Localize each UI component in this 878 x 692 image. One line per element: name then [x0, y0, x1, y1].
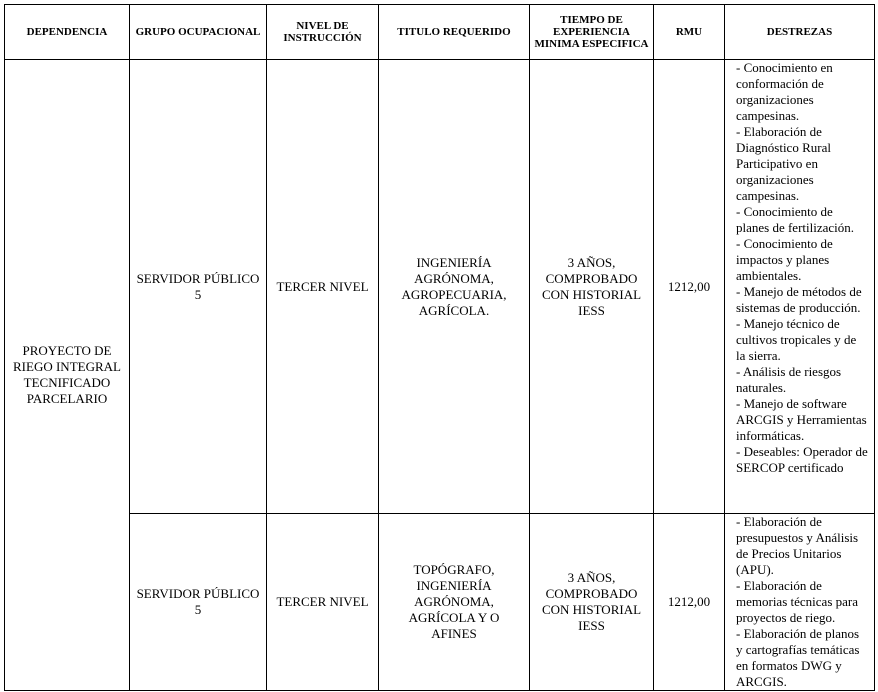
tiempo-cell — [530, 60, 654, 514]
grupo-cell — [130, 514, 267, 691]
list-item: - Elaboración de planos y cartografías temáticas en formatos DWG y ARCGIS. — [736, 626, 860, 689]
list-item: - Conocimiento de impactos y planes ambientales. — [736, 236, 833, 283]
tiempo-cell — [530, 514, 654, 691]
list-item: - Elaboración de memorias técnicas para proyectos de riego. — [736, 578, 858, 625]
destrezas-list — [736, 60, 868, 476]
nivel-cell — [267, 514, 379, 691]
list-item: - Manejo de métodos de sistemas de producción. — [736, 284, 862, 315]
rmu-text: 1212,00 — [667, 278, 711, 294]
destrezas-cell — [725, 514, 875, 691]
tiempo-text: 3 AÑOS, COMPROBADO CON HISTORIAL IESS — [541, 570, 642, 633]
dependencia-text: PROYECTO DE RIEGO INTEGRAL TECNIFICADO PARCELARIO — [13, 343, 121, 406]
table-row — [5, 514, 875, 691]
list-item: - Manejo técnico de cultivos tropicales y de la sierra. — [736, 316, 857, 363]
nivel-text: TERCER NIVEL — [276, 278, 369, 294]
table-row — [5, 60, 875, 514]
list-item: - Elaboración de presupuestos y Análisis de Precios Unitarios (APU). — [736, 514, 859, 577]
grupo-text: SERVIDOR PÚBLICO 5 — [136, 586, 260, 617]
header-dependencia: DEPENDENCIA — [5, 5, 130, 60]
grupo-text: SERVIDOR PÚBLICO 5 — [136, 270, 260, 302]
header-tiempo-experiencia: TIEMPO DE EXPERIENCIA MINIMA ESPECIFICA — [530, 5, 654, 60]
titulo-text: TOPÓGRAFO, INGENIERÍA AGRÓNOMA, AGRÍCOLA Y O AFINES — [408, 562, 500, 641]
list-item: - Conocimiento de planes de fertilización. — [736, 204, 855, 235]
list-item: - Manejo de software ARCGIS y Herramientas informáticas. — [736, 396, 867, 443]
destrezas-list — [736, 514, 868, 690]
list-item: - Elaboración de Diagnóstico Rural Participativo en organizaciones campesinas. — [736, 124, 831, 203]
requirements-table — [4, 4, 875, 691]
header-rmu: RMU — [654, 5, 725, 60]
header-row — [5, 5, 875, 60]
list-item: - Conocimiento en conformación de organizaciones campesinas. — [736, 60, 833, 123]
titulo-cell — [379, 60, 530, 514]
header-titulo-requerido: TITULO REQUERIDO — [379, 5, 530, 60]
rmu-cell — [654, 514, 725, 691]
list-item: - Deseables: Operador de SERCOP certificado — [736, 444, 868, 475]
titulo-cell — [379, 514, 530, 691]
rmu-text: 1212,00 — [667, 594, 711, 609]
nivel-cell — [267, 60, 379, 514]
grupo-cell — [130, 60, 267, 514]
dependencia-cell — [5, 60, 130, 691]
header-nivel-instruccion: NIVEL DE INSTRUCCIÓN — [267, 5, 379, 60]
titulo-text: INGENIERÍA AGRÓNOMA, AGROPECUARIA, AGRÍCOLA. — [401, 254, 507, 318]
nivel-text: TERCER NIVEL — [276, 594, 369, 609]
list-item: - Análisis de riesgos naturales. — [736, 364, 842, 395]
header-destrezas: DESTREZAS — [725, 5, 875, 60]
header-grupo-ocupacional: GRUPO OCUPACIONAL — [130, 5, 267, 60]
destrezas-cell — [725, 60, 875, 514]
tiempo-text: 3 AÑOS, COMPROBADO CON HISTORIAL IESS — [541, 254, 642, 318]
rmu-cell — [654, 60, 725, 514]
